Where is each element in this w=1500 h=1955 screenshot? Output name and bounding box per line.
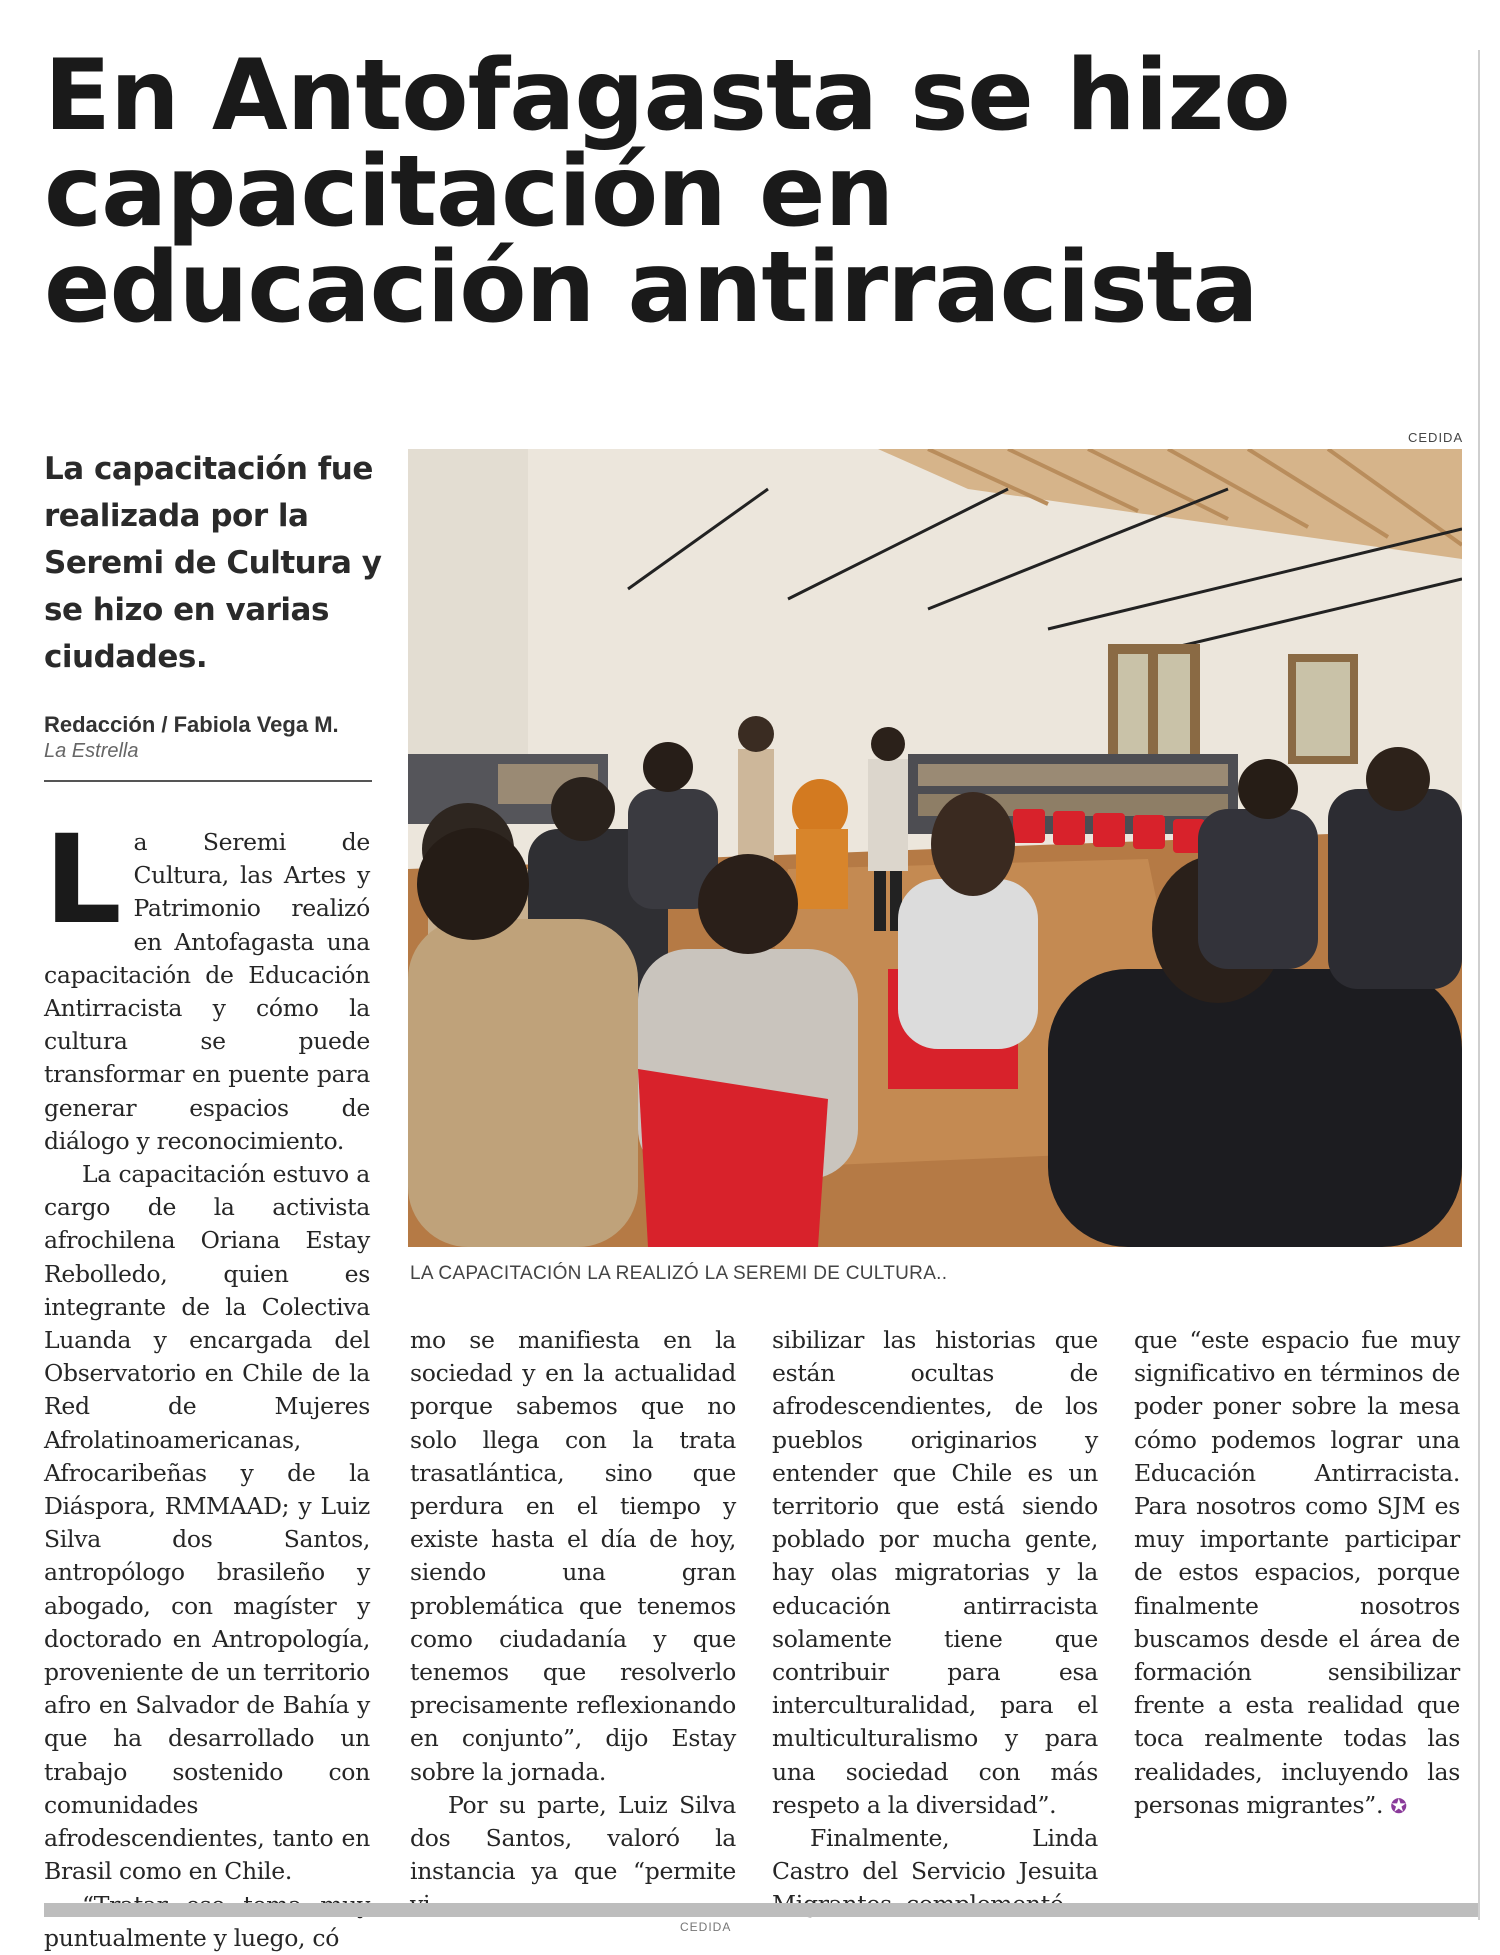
paragraph-3-start: puntualmente y luego, có xyxy=(44,1923,340,1952)
page-bottom-bar xyxy=(44,1903,1478,1917)
article-column-2 xyxy=(410,1324,736,1922)
byline: Redacción / Fabiola Vega M. xyxy=(44,712,339,737)
paragraph-2: La capacitación estuvo a cargo de la activista afrochilena Oriana Estay Rebolledo, quien es integrante de la Colectiva Luanda y encargada del Observatorio en Chile de la Red de Mujeres Afrolatinoamericanas, Afrocaribeñas y de la Diáspora, RMMAAD; y Luiz Silva dos Santos, antropólogo brasileño y abogado, con magíster y doctorado en Antropología, proveniente de un territorio afro en Salvador de Bahía y que ha desarrollado un trabajo sostenido con comunidades afrodescendientes, tanto en Brasil como en Chile. xyxy=(44,1160,370,1886)
bottom-credit: CEDIDA xyxy=(680,1920,732,1934)
headline: En Antofagasta se hizo capacitación en educación antirracista xyxy=(44,39,1290,345)
drop-cap: L xyxy=(44,809,122,951)
source-publication: La Estrella xyxy=(44,740,139,762)
article-photo xyxy=(408,449,1462,1247)
paragraph-5-continued: que “este espacio fue muy significativo en términos de poder poner sobre la mesa cómo podemos lograr una Educación Antirracista. Para nosotros como SJM es muy importante participar de estos espacios, porque finalmente nosotros buscamos desde el área de formación sensibilizar frente a esta realidad que toca realmente todas las realidades, incluyendo las personas migrantes”. ✪ xyxy=(1134,1326,1460,1819)
paragraph-3-continued: mo se manifiesta en la sociedad y en la actualidad porque sabemos que no solo llega con la trata trasatlántica, sino que perdura en el tiempo y existe hasta el día de hoy, siendo una gran problemática que tenemos como ciudadanía y que tenemos que resolverlo precisamente reflexionando en conjunto”, dijo Estay sobre la jornada. xyxy=(410,1326,736,1786)
photo-illustration xyxy=(408,449,1462,1247)
byline-divider xyxy=(44,780,372,782)
article-column-1 xyxy=(44,809,370,1955)
paragraph-1: La Seremi de Cultura, las Artes y Patrimonio realizó en Antofagasta una capacitación de Educación Antirracista y cómo la cultura se puede transformar en puente para generar espacios de diálogo y reconocimiento. xyxy=(44,809,370,1155)
paragraph-4-continued: sibilizar las historias que están ocultas de afrodescendientes, de los pueblos originarios y entender que Chile es un territorio que está siendo poblado por mucha gente, hay olas migratorias y la educación antirracista solamente tiene que contribuir para esa interculturalidad, para el multiculturalismo y para una sociedad con más respeto a la diversidad”. xyxy=(772,1326,1098,1819)
article-column-3 xyxy=(772,1324,1098,1922)
photo-credit: CEDIDA xyxy=(1408,430,1464,445)
end-mark-icon: ✪ xyxy=(1390,1793,1407,1818)
article-column-4 xyxy=(1134,1324,1460,1823)
photo-caption: LA CAPACITACIÓN LA REALIZÓ LA SEREMI DE CULTURA.. xyxy=(410,1263,948,1284)
subheadline: La capacitación fue realizada por la Seremi de Cultura y se hizo en varias ciudades. xyxy=(44,451,382,675)
column-rule xyxy=(1478,50,1480,1920)
paragraph-4-start: Por su parte, Luiz Silva dos Santos, valoró la instancia ya que “permite xyxy=(410,1790,736,1886)
paragraph-5-start: Finalmente, Linda Castro del Servicio Jesuita xyxy=(772,1824,1098,1886)
